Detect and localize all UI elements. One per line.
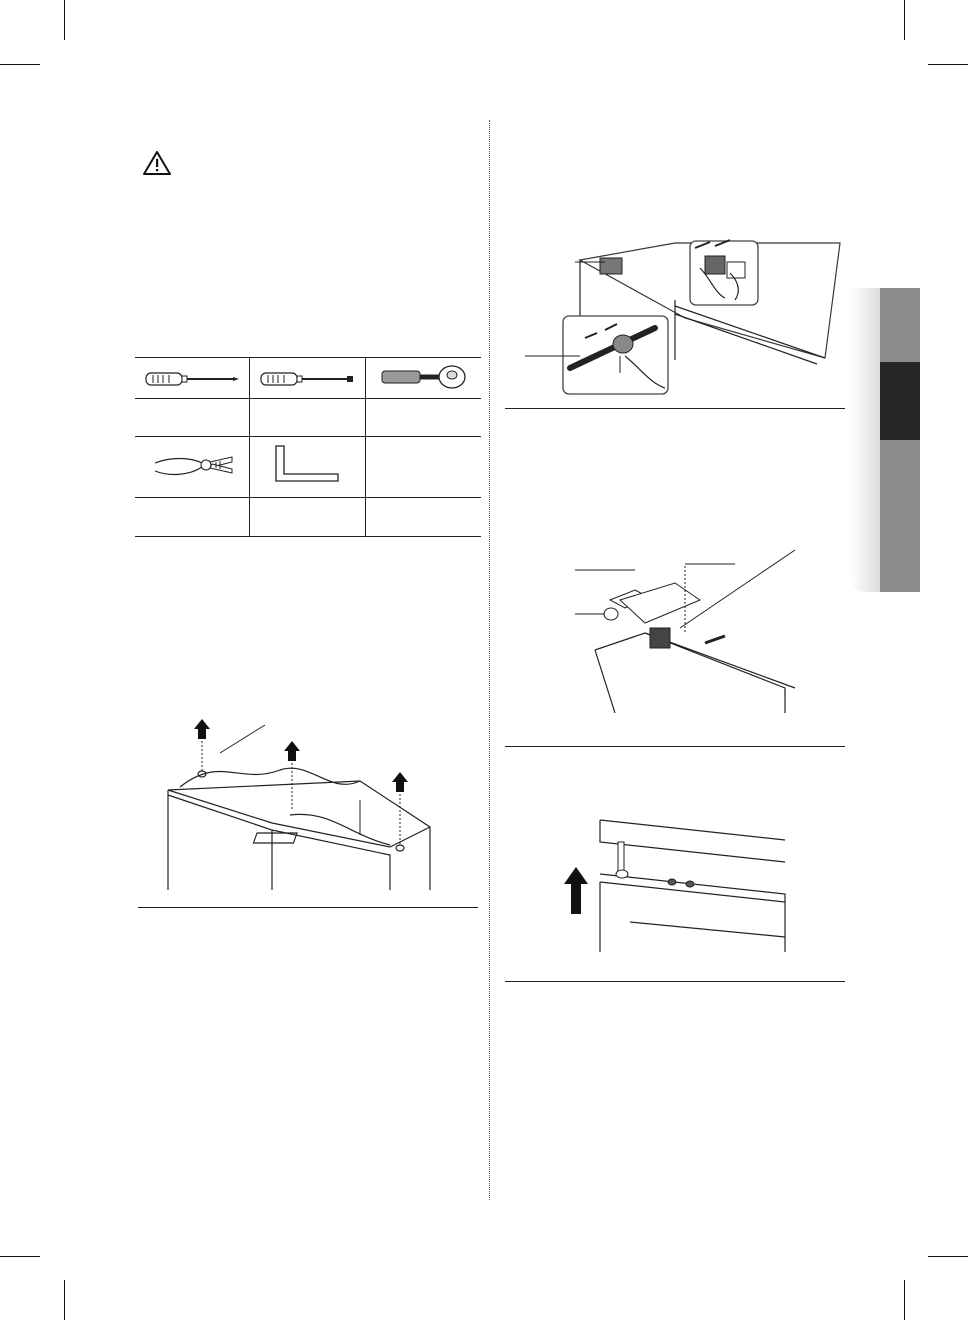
socket-wrench-icon xyxy=(380,362,470,392)
figure-remove-top-hinge xyxy=(575,548,800,713)
warning-triangle-icon xyxy=(142,150,172,176)
flat-screwdriver-icon xyxy=(260,370,355,388)
crop-mark xyxy=(64,1280,65,1320)
figure-remove-hinge-cover-screws xyxy=(160,715,460,890)
figure-rule xyxy=(505,746,845,747)
table-col-rule xyxy=(365,357,366,536)
figure-rule xyxy=(138,907,478,908)
figure-rule xyxy=(505,408,845,409)
pliers-icon xyxy=(150,445,235,485)
side-tab-shadow xyxy=(850,288,880,592)
crop-mark xyxy=(928,1256,968,1257)
side-tab-upper xyxy=(880,288,920,362)
phillips-screwdriver-icon xyxy=(145,370,240,388)
hex-key-icon xyxy=(272,444,342,484)
table-rule xyxy=(135,497,481,498)
crop-mark xyxy=(64,0,65,40)
crop-mark xyxy=(928,64,968,65)
crop-mark xyxy=(904,1280,905,1320)
crop-mark xyxy=(0,64,40,65)
figure-disconnect-wire-harness xyxy=(525,238,840,398)
table-rule xyxy=(135,398,481,399)
figure-lift-door-off xyxy=(560,812,785,957)
figure-rule xyxy=(505,981,845,982)
crop-mark xyxy=(0,1256,40,1257)
table-col-rule xyxy=(249,357,250,536)
column-divider xyxy=(489,120,490,1200)
table-rule xyxy=(135,357,481,358)
side-tab-active xyxy=(880,362,920,440)
table-rule xyxy=(135,436,481,437)
table-rule xyxy=(135,536,481,537)
crop-mark xyxy=(904,0,905,40)
side-tab-lower xyxy=(880,440,920,592)
